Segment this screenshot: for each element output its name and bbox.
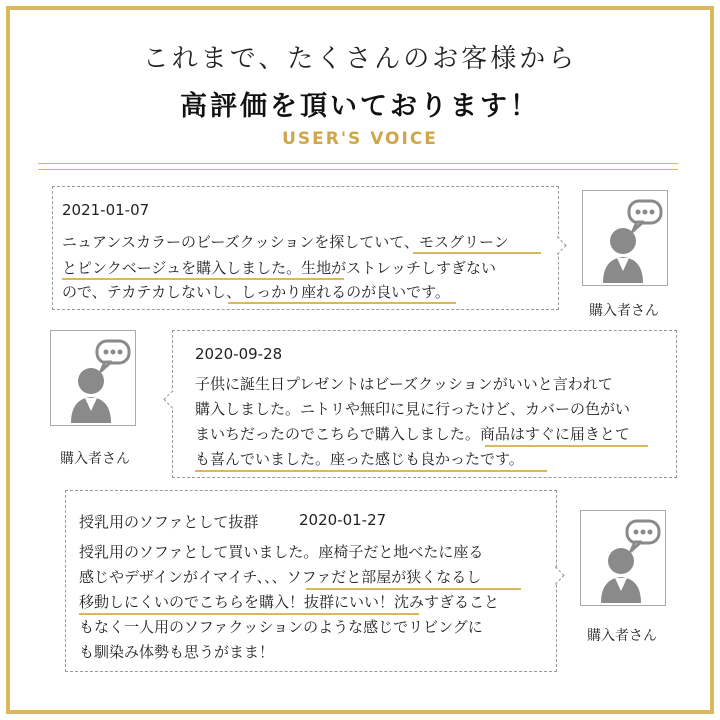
highlight-underline <box>485 445 648 447</box>
section-title: USER'S VOICE <box>282 129 438 149</box>
highlight-underline <box>62 278 344 280</box>
speech-bubble-icon <box>51 331 135 425</box>
review-line: もなく一人用のソファクッションのような感じでリビングに <box>79 618 483 636</box>
review-line: 購入しました。ニトリや無印に見に行ったけど、カバーの色がい <box>195 400 631 418</box>
review-line: 授乳用のソファとして買いました。座椅子だと地べたに座る <box>79 543 484 561</box>
review-line: も喜んでいました。座った感じも良かったです。 <box>195 450 524 468</box>
highlight-underline <box>228 302 456 304</box>
review-line: ので、テカテカしないし、しっかり座れるのが良いです。 <box>62 283 450 301</box>
review-date: 2020-01-27 <box>299 511 387 529</box>
review-line: ニュアンスカラーのビーズクッションを探していて、モスグリーン <box>62 233 509 251</box>
review-line: も馴染み体勢も思うがまま！ <box>79 643 275 661</box>
highlight-underline <box>195 470 547 472</box>
highlight-underline <box>79 613 419 615</box>
headline-bold: 高評価を頂いております！ <box>180 91 540 122</box>
review-line: 子供に誕生日プレゼントはビーズクッションがいいと言われて <box>195 375 613 393</box>
user-avatar-icon <box>582 190 668 286</box>
review-card-3 <box>65 490 557 672</box>
speech-bubble-icon <box>583 191 667 285</box>
highlight-underline <box>306 588 521 590</box>
divider-bottom <box>38 169 678 170</box>
review-line: まいちだったのでこちらで購入しました。商品はすぐに届きとて <box>195 425 630 443</box>
user-avatar-icon <box>580 510 666 606</box>
review-line: 移動しにくいのでこちらを購入！抜群にいい！沈みすぎること <box>79 593 500 611</box>
review-card-1 <box>52 186 559 310</box>
user-avatar-icon <box>50 330 136 426</box>
review-date: 2020-09-28 <box>195 345 283 363</box>
buyer-label: 購入者さん <box>587 628 657 644</box>
buyer-label: 購入者さん <box>60 451 130 467</box>
review-title: 授乳用のソファとして抜群 <box>79 513 259 531</box>
speech-bubble-icon <box>581 511 665 605</box>
headline: これまで、たくさんのお客様から <box>142 44 578 74</box>
buyer-label: 購入者さん <box>589 303 659 319</box>
highlight-underline <box>413 252 541 254</box>
divider-top <box>38 163 678 164</box>
review-card-2 <box>172 330 677 478</box>
review-line: 感じやデザインがイマイチ、、、ソファだと部屋が狭くなるし <box>79 568 482 586</box>
review-date: 2021-01-07 <box>62 201 150 219</box>
review-line: とピンクベージュを購入しました。生地がストレッチしすぎない <box>62 259 496 277</box>
